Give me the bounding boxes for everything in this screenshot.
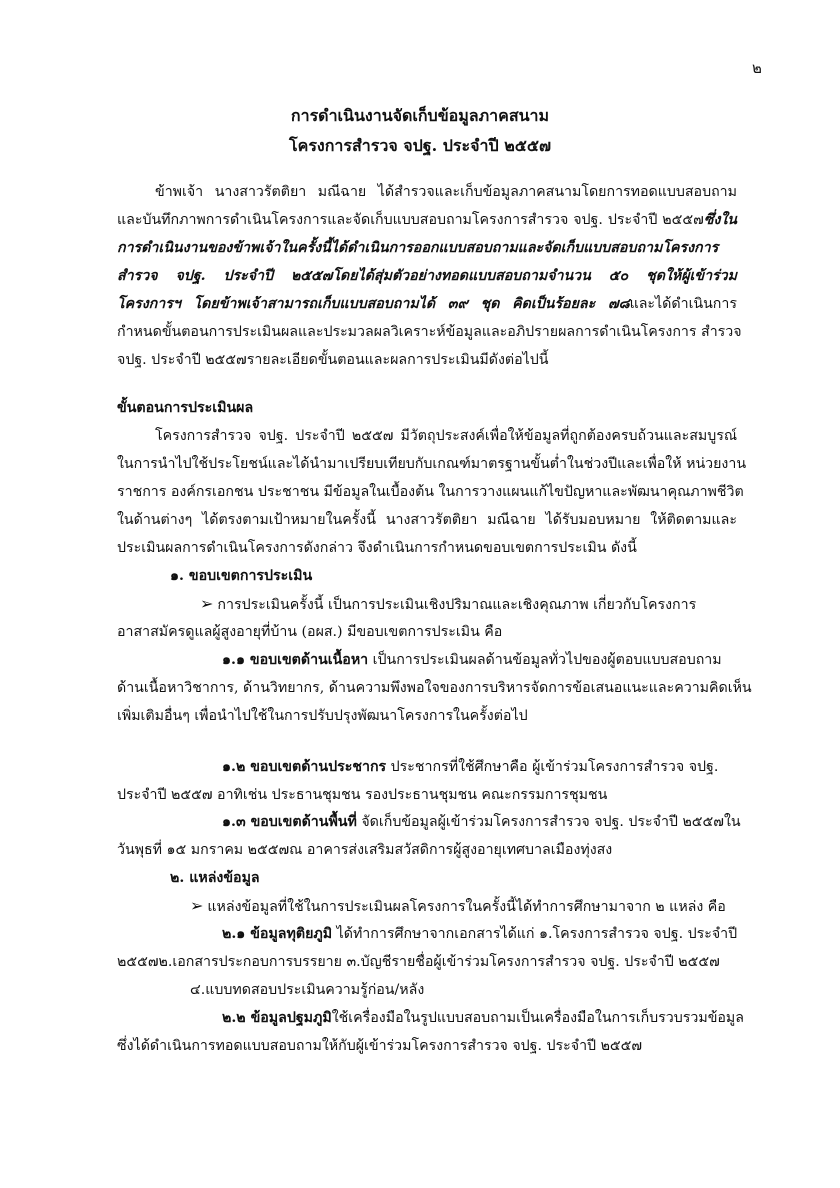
section-heading: ขั้นตอนการประเมินผล <box>117 400 254 416</box>
eval-line-5: ประเมินผลการดำเนินโครงการดังกล่าว จึงดำเนินการกำหนดขอบเขตการประเมิน ดังนี้ <box>117 540 637 556</box>
sources-heading: ๒. แหล่งข้อมูล <box>170 870 260 886</box>
intro-line-2-emphasis: ซึ่งใน <box>703 212 737 228</box>
scope-bullet-text: การประเมินครั้งนี้ เป็นการประเมินเชิงปริมาณและเชิงคุณภาพ เกี่ยวกับโครงการ <box>217 597 697 613</box>
eval-line-4: ในด้านต่างๆ ได้ตรงตามเป้าหมายในครั้งนี้ นางสาวรัตติยา มณีฉาย ได้รับมอบหมาย ให้ติดตามและ <box>117 512 737 528</box>
intro-line-4: สำรวจ จปฐ. ประจำปี ๒๕๕๗โดยได้สุ่มตัวอย่างทอดแบบสอบถามจำนวน ๕๐ ชุดให้ผู้เข้าร่วม <box>117 268 737 284</box>
scope-1-2-label: ๑.๒ ขอบเขตด้านประชากร <box>222 759 387 775</box>
scope-1-1-line-3: เพิ่มเติมอื่นๆ เพื่อนำไปใช้ในการปรับปรุงพัฒนาโครงการในครั้งต่อไป <box>117 708 528 724</box>
scope-bullet-line-2: อาสาสมัครดูแลผู้สูงอายุที่บ้าน (อผส.) มีขอบเขตการประเมิน คือ <box>117 624 503 640</box>
sources-2-2-line-2: ซึ่งได้ดำเนินการทอดแบบสอบถามให้กับผู้เข้าร่วมโครงการสำรวจ จปฐ. ประจำปี ๒๕๕๗ <box>117 1038 643 1054</box>
intro-line-3: การดำเนินงานของข้าพเจ้าในครั้งนี้ได้ดำเนินการออกแบบสอบถามและจัดเก็บแบบสอบถามโครงการ <box>117 240 719 256</box>
scope-1-3-line-1 <box>222 812 741 832</box>
intro-line-5-text: และได้ดำเนินการ <box>629 296 737 312</box>
scope-1-1-text: เป็นการประเมินผลด้านข้อมูลทั่วไปของผู้ตอบแบบสอบถาม <box>368 652 722 668</box>
sources-2-1-line-3: ๔.แบบทดสอบประเมินความรู้ก่อน/หลัง <box>190 982 425 998</box>
sources-2-1-text: ได้ทำการศึกษาจากเอกสารได้แก่ ๑.โครงการสำรวจ จปฐ. ประจำปี <box>332 926 738 942</box>
intro-line-5 <box>117 294 737 314</box>
intro-line-1: ข้าพเจ้า นางสาวรัตติยา มณีฉาย ได้สำรวจและเก็บข้อมูลภาคสนามโดยการทอดแบบสอบถาม <box>155 184 737 200</box>
intro-line-7: จปฐ. ประจำปี ๒๕๕๗รายละเอียดขั้นตอนและผลการประเมินมีดังต่อไปนี้ <box>117 352 549 368</box>
intro-line-6: กำหนดขั้นตอนการประเมินผลและประมวลผลวิเคราะห์ข้อมูลและอภิปรายผลการดำเนินโครงการ สำรวจ <box>117 324 742 340</box>
scope-1-2-text: ประชากรที่ใช้ศึกษาคือ ผู้เข้าร่วมโครงการสำรวจ จปฐ. <box>386 759 719 775</box>
scope-1-3-label: ๑.๓ ขอบเขตด้านพื้นที่ <box>222 814 357 830</box>
sources-2-2-line-1 <box>222 1008 744 1028</box>
scope-1-1-line-1 <box>222 650 737 670</box>
intro-line-5-emphasis: โครงการฯ โดยข้าพเจ้าสามารถเก็บแบบสอบถามได้ ๓๙ ชุด คิดเป็นร้อยละ ๗๘ <box>117 296 630 312</box>
sources-2-1-line-1 <box>222 924 737 944</box>
eval-line-3: ราชการ องค์กรเอกชน ประชาชน มีข้อมูลในเบื้องต้น ในการวางแผนแก้ไขปัญหาและพัฒนาคุณภาพชีวิต <box>117 484 744 500</box>
scope-1-2-line-2: ประจำปี ๒๕๕๗ อาทิเช่น ประธานชุมชน รองประธานชุมชน คณะกรรมการชุมชน <box>117 787 608 803</box>
arrow-bullet-icon: ➢ <box>190 896 204 915</box>
document-title-line-2: โครงการสำรวจ จปฐ. ประจำปี ๒๕๕๗ <box>289 136 551 155</box>
sources-2-1-line-2: ๒๕๕๗๒.เอกสารประกอบการบรรยาย ๓.บัญชีรายชื่อผู้เข้าร่วมโครงการสำรวจ จปฐ. ประจำปี ๒๕๕๗ <box>117 954 720 970</box>
eval-line-1: โครงการสำรวจ จปฐ. ประจำปี ๒๕๕๗ มีวัตถุประสงค์เพื่อให้ข้อมูลที่ถูกต้องครบถ้วนและสมบูรณ์ <box>155 428 737 444</box>
intro-line-2 <box>117 210 737 230</box>
scope-1-3-line-2: วันพุธที่ ๑๕ มกราคม ๒๕๕๗ณ อาคารส่งเสริมสวัสดิการผู้สูงอายุเทศบาลเมืองทุ่งสง <box>117 842 613 858</box>
scope-1-2-line-1 <box>222 757 737 777</box>
scope-1-3-text: จัดเก็บข้อมูลผู้เข้าร่วมโครงการสำรวจ จปฐ. ประจำปี ๒๕๕๗ใน <box>356 814 741 830</box>
sources-bullet-text: แหล่งข้อมูลที่ใช้ในการประเมินผลโครงการในครั้งนี้ได้ทำการศึกษามาจาก ๒ แหล่ง คือ <box>207 899 726 915</box>
scope-heading: ๑. ขอบเขตการประเมิน <box>170 568 313 584</box>
sources-2-2-text: ใช้เครื่องมือในรูปแบบสอบถามเป็นเครื่องมือในการเก็บรวบรวมข้อมูล <box>331 1010 744 1026</box>
page-number: ๒ <box>752 59 762 77</box>
sources-2-1-label: ๒.๑ ข้อมูลทุติยภูมิ <box>222 926 333 942</box>
sources-2-2-label: ๒.๒ ข้อมูลปฐมภูมิ <box>222 1010 332 1026</box>
sources-bullet <box>190 896 737 917</box>
document-title-line-1: การดำเนินงานจัดเก็บข้อมูลภาคสนาม <box>290 106 550 125</box>
arrow-bullet-icon: ➢ <box>200 594 214 613</box>
intro-line-2-text: และบันทึกภาพการดำเนินโครงการและจัดเก็บแบบสอบถามโครงการสำรวจ จปฐ. ประจำปี ๒๕๕๗ <box>117 212 704 228</box>
scope-1-1-line-2: ด้านเนื้อหาวิชาการ, ด้านวิทยากร, ด้านความพึงพอใจของการบริหารจัดการข้อเสนอแนะและความคิดเห็น <box>117 680 752 696</box>
scope-bullet-line-1 <box>200 594 737 615</box>
scope-1-1-label: ๑.๑ ขอบเขตด้านเนื้อหา <box>222 652 369 668</box>
eval-line-2: ในการนำไปใช้ประโยชน์และได้นำมาเปรียบเทียบกับเกณฑ์มาตรฐานขั้นต่ำในช่วงปีและเพื่อให้ หน่วยงาน <box>117 456 747 472</box>
